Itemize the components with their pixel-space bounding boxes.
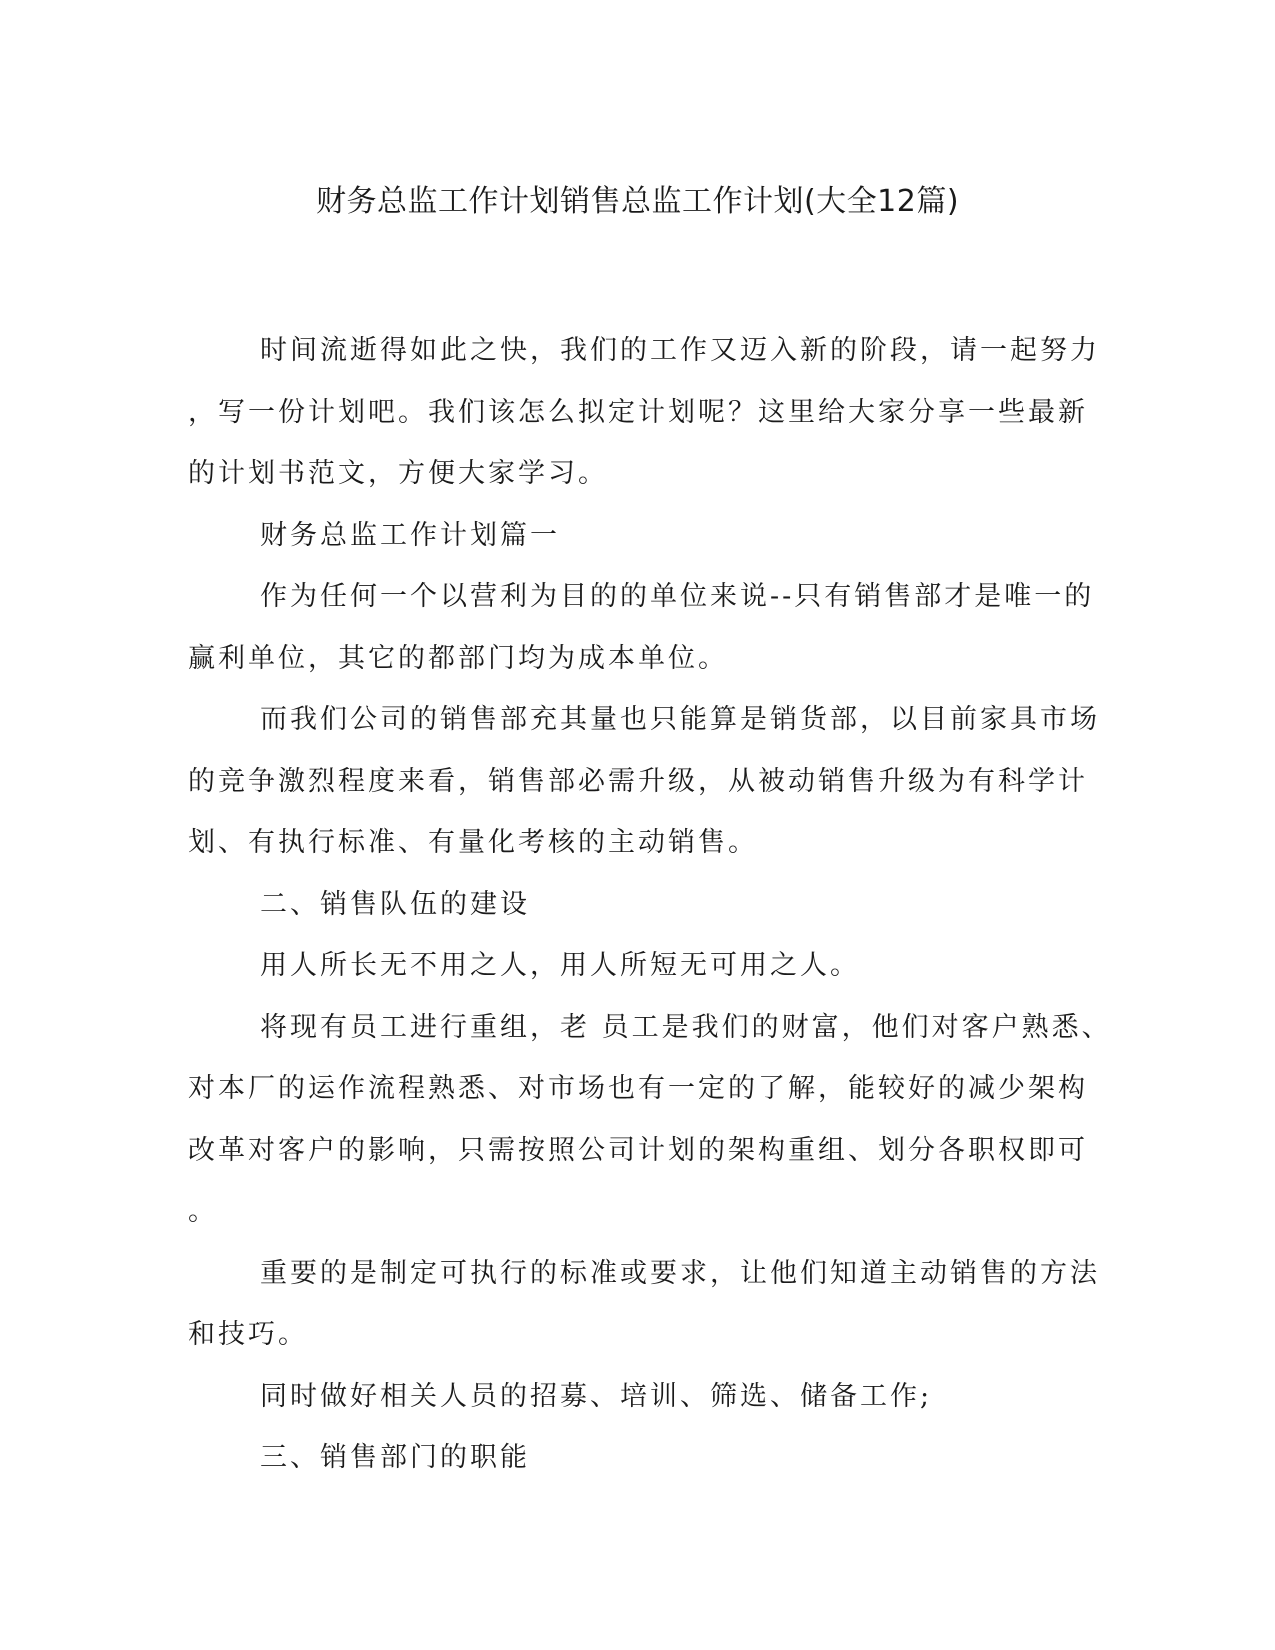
- body-line: 时间流逝得如此之快，我们的工作又迈入新的阶段，请一起努力: [260, 335, 1100, 366]
- body-line: 对本厂的运作流程熟悉、对市场也有一定的了解，能较好的减少架构: [188, 1073, 1088, 1104]
- body-line: 同时做好相关人员的招募、培训、筛选、储备工作;: [260, 1380, 933, 1412]
- body-line: 三、销售部门的职能: [260, 1442, 530, 1473]
- body-line: 二、销售队伍的建设: [260, 888, 530, 920]
- body-line: 而我们公司的销售部充其量也只能算是销货部，以目前家具市场: [260, 704, 1100, 735]
- body-line: 和技巧。: [188, 1319, 308, 1350]
- body-line: 。: [188, 1196, 218, 1227]
- document-title: 财务总监工作计划销售总监工作计划(大全12篇): [315, 184, 960, 219]
- body-line: 重要的是制定可执行的标准或要求，让他们知道主动销售的方法: [260, 1257, 1100, 1289]
- body-line: 赢利单位，其它的都部门均为成本单位。: [188, 642, 728, 674]
- body-line: ，写一份计划吧。我们该怎么拟定计划呢？这里给大家分享一些最新: [188, 396, 1088, 428]
- body-line: 划、有执行标准、有量化考核的主动销售。: [188, 827, 758, 858]
- body-line: 财务总监工作计划篇一: [260, 519, 560, 551]
- body-line: 用人所长无不用之人，用人所短无可用之人。: [260, 950, 860, 981]
- document-body: [188, 320, 1112, 1489]
- body-line: 将现有员工进行重组，老 员工是我们的财富，他们对客户熟悉、: [260, 1011, 1112, 1043]
- body-line: 作为任何一个以营利为目的的单位来说--只有销售部才是唯一的: [260, 581, 1095, 612]
- body-line: 的计划书范文，方便大家学习。: [188, 458, 608, 489]
- body-line: 改革对客户的影响，只需按照公司计划的架构重组、划分各职权即可: [188, 1134, 1088, 1166]
- body-line: 的竞争激烈程度来看，销售部必需升级，从被动销售升级为有科学计: [188, 765, 1088, 797]
